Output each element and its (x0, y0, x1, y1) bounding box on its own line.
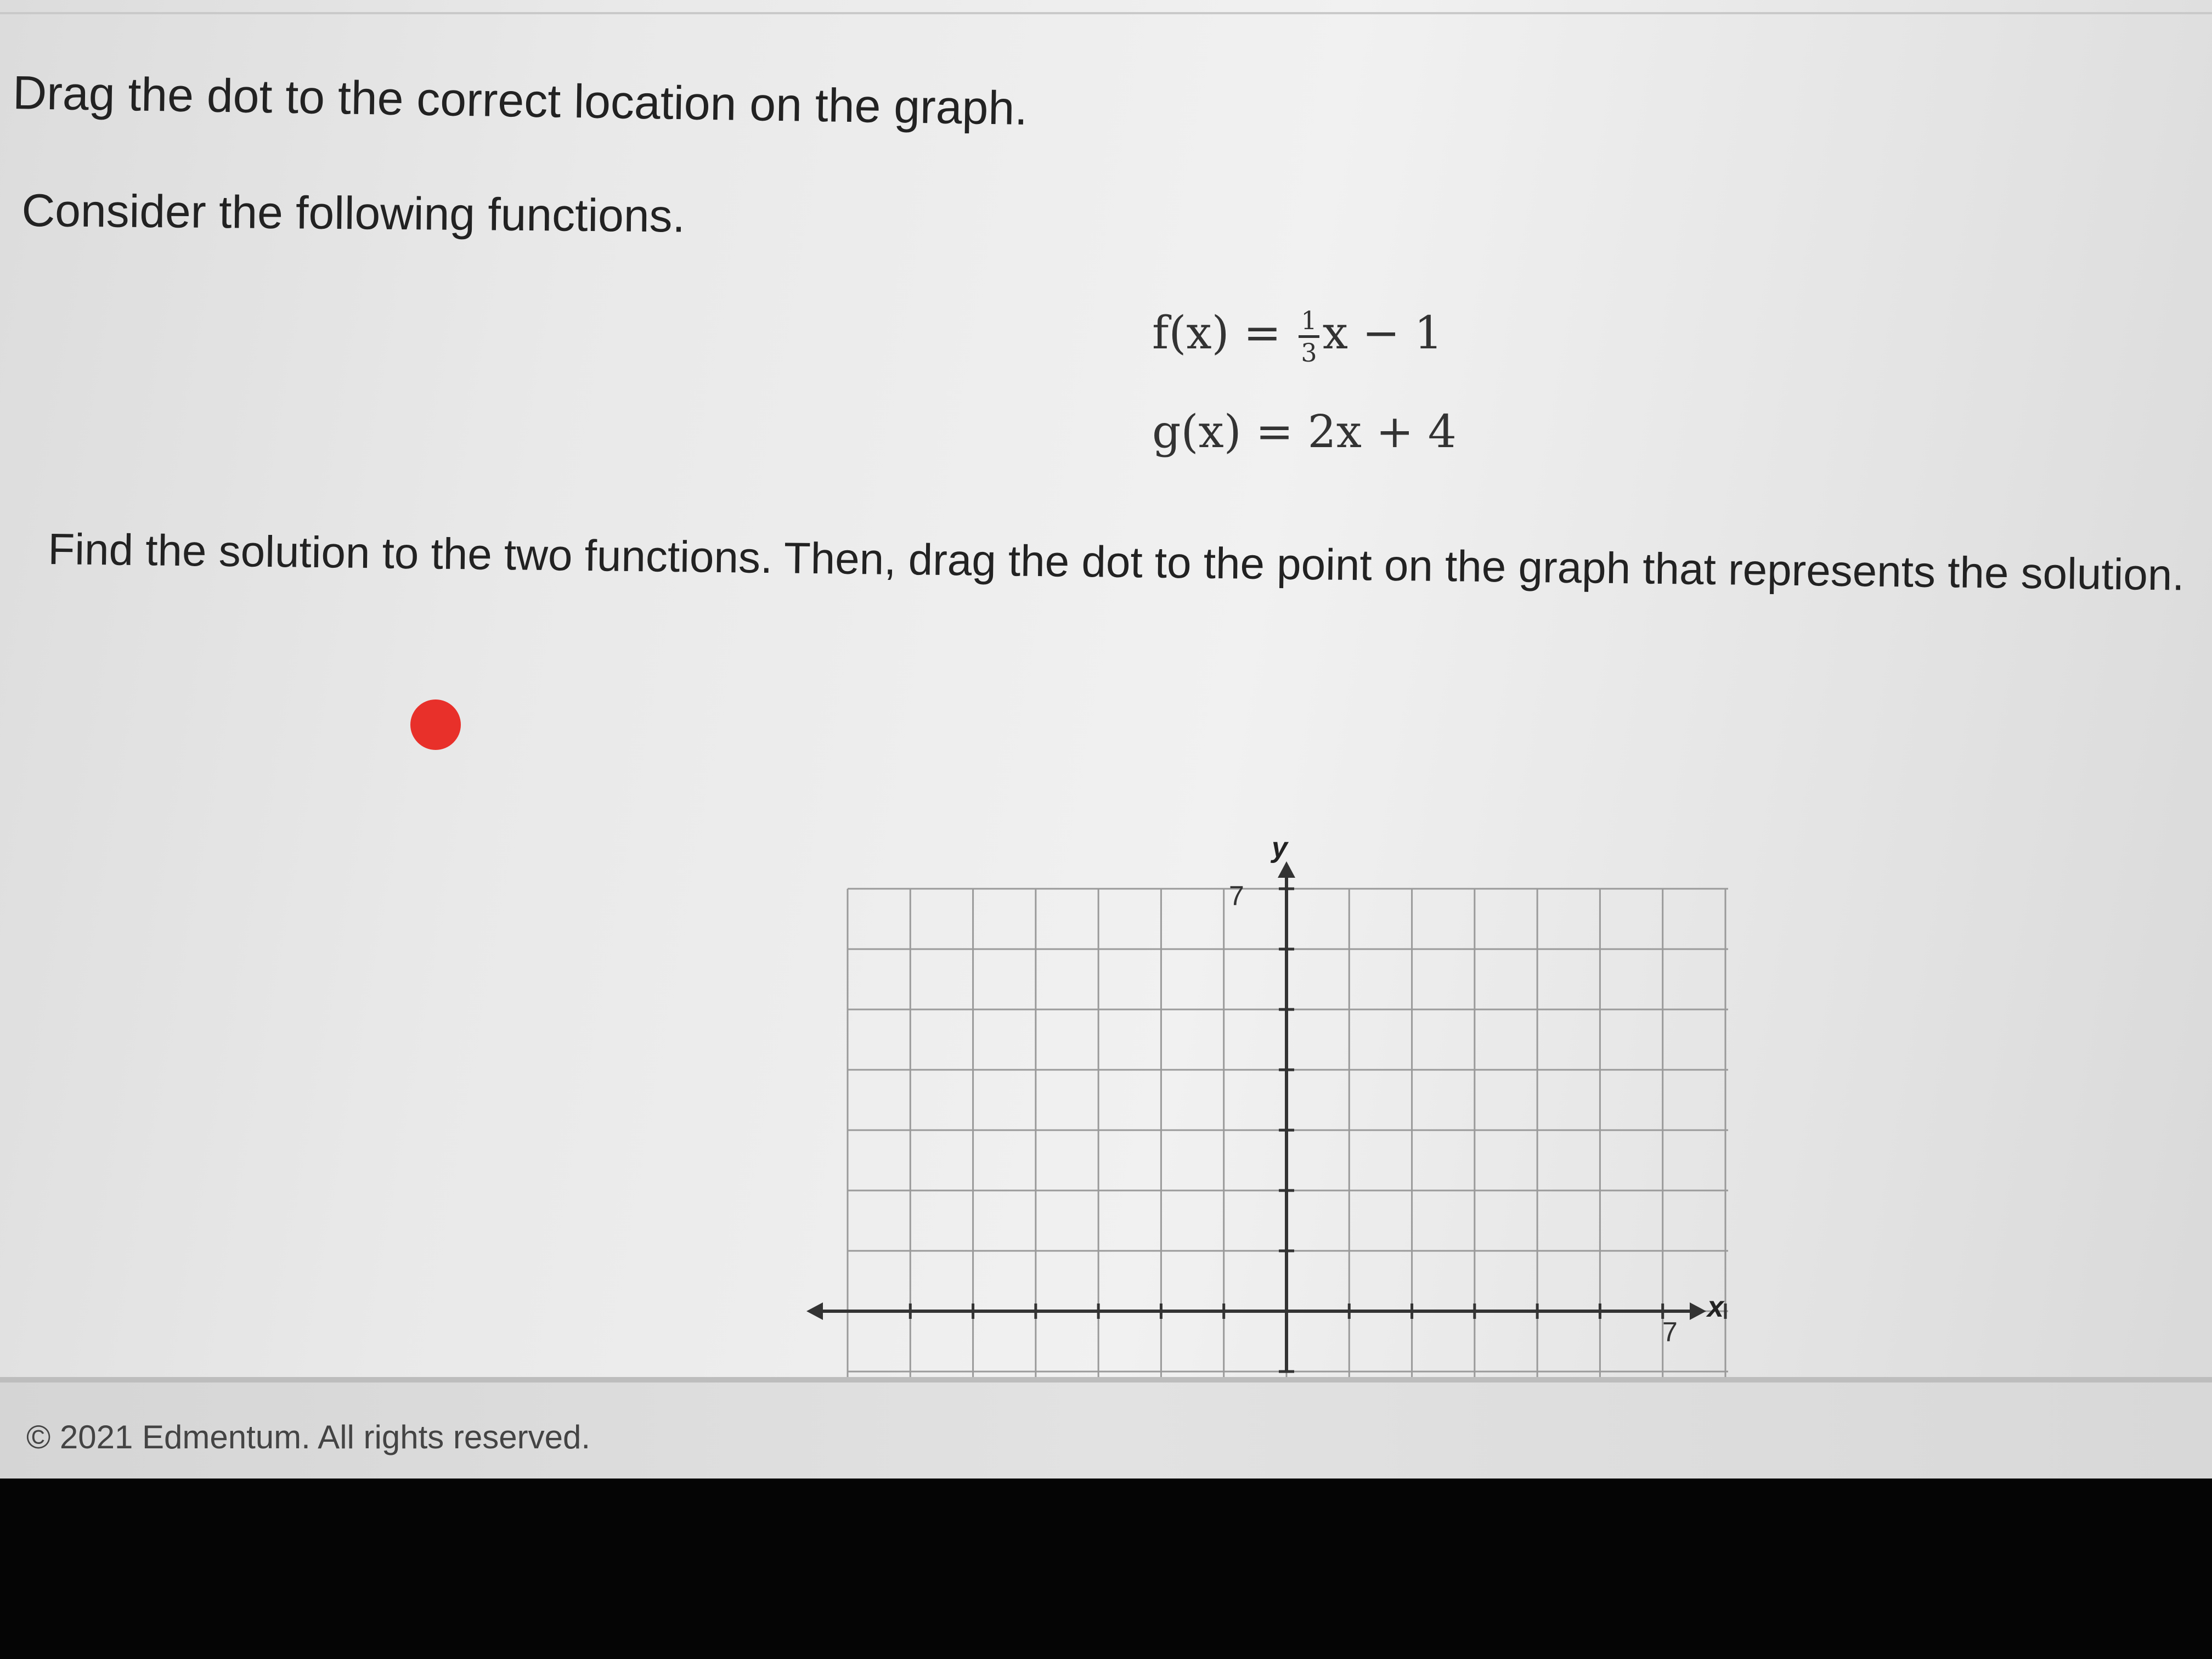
axes (806, 861, 1725, 1372)
draggable-dot[interactable] (410, 699, 461, 750)
x-tick-label: 7 (1662, 1317, 1678, 1347)
intro-text: Consider the following functions. (21, 184, 686, 242)
function-f-lhs: f(x) = (1152, 307, 1296, 359)
task-text: Find the solution to the two functions. Then, drag the dot to the point on the graph that represents the solution. (47, 524, 2185, 600)
x-axis-left-arrow-icon (806, 1302, 823, 1320)
instruction-text: Drag the dot to the correct location on the graph. (12, 66, 1028, 136)
x-axis-label: x (1707, 1290, 1724, 1323)
y-axis-arrow-icon (1278, 861, 1295, 878)
top-divider (0, 12, 2212, 14)
function-f (1152, 306, 1443, 368)
x-axis-right-arrow-icon (1690, 1302, 1706, 1320)
fraction (1299, 306, 1319, 368)
fraction-denominator: 3 (1301, 338, 1317, 368)
copyright-text: © 2021 Edmentum. All rights reserved. (26, 1419, 591, 1455)
function-g: g(x) = 2x + 4 (1152, 406, 1457, 458)
fraction-numerator: 1 (1299, 308, 1319, 338)
coordinate-graph[interactable] (801, 823, 1767, 1404)
y-axis-label: y (1272, 832, 1288, 864)
y-tick-label: 7 (1229, 881, 1244, 911)
function-f-rhs: x − 1 (1322, 307, 1443, 359)
monitor-bezel (0, 1479, 2212, 1659)
